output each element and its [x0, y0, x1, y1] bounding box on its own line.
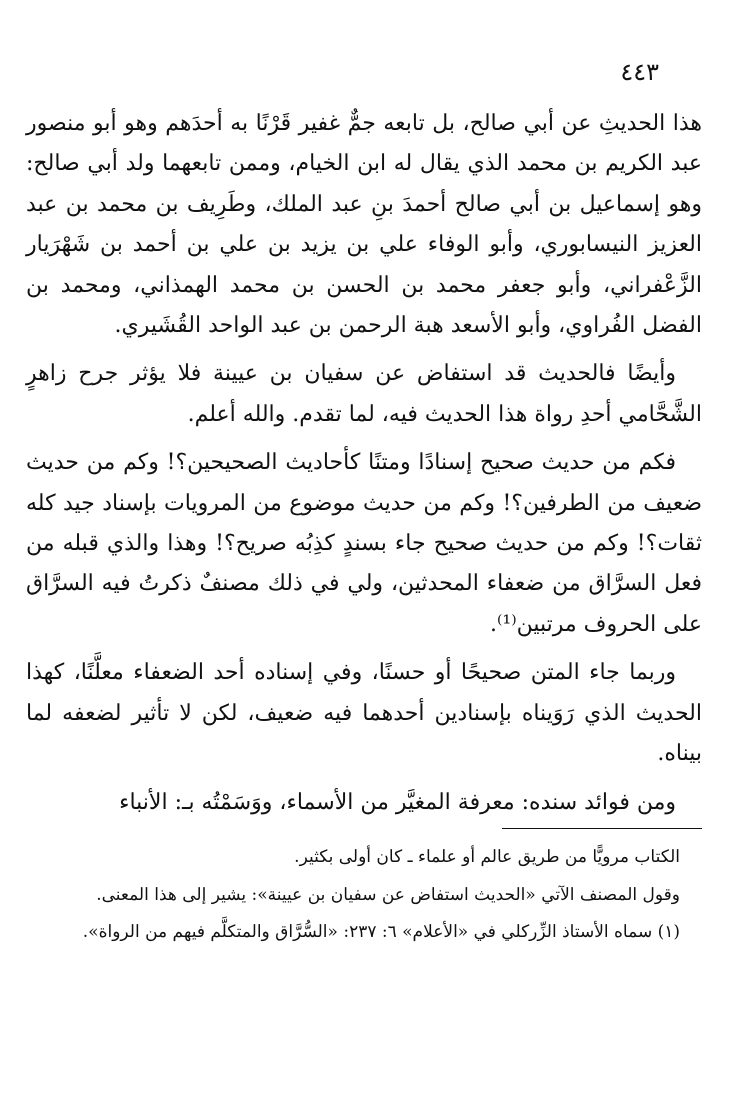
footnotes — [26, 842, 702, 955]
paragraph-2: وأيضًا فالحديث قد استفاض عن سفيان بن عيينة فلا يؤثر جرح زاهرٍ الشَّحَّامي أحدِ رواة هذا الحديث فيه، لما تقدم. والله أعلم. — [26, 361, 702, 427]
main-text — [26, 104, 702, 831]
paragraph-1: هذا الحديثِ عن أبي صالح، بل تابعه جمٌّ غفير قَرْنًا به أحدَهم وهو أبو منصور عبد الكريم بن محمد الذي يقال له ابن الخيام، وممن تابعهما ولد أبي صالح: وهو إسماعيل بن أبي صالح أحمدَ بنِ عبد الملك، وطَرِيف بن محمد بن عبد العزيز النيسابوري، وأبو الوفاء علي بن يزيد بن علي بن أحمد بن شَهْرَيار الزَّعْفراني، وأبو جعفر محمد بن الحسن بن محمد الهمذاني، ومحمد بن الفضل الفُراوي، وأبو الأسعد هبة الرحمن بن عبد الواحد القُشَيري. — [26, 111, 702, 339]
footnote-1: (١) سماه الأستاذ الزِّركلي في «الأعلام» ٦: ٢٣٧: «السُّرَّاق والمتكلَّم فيهم من الرواة». — [82, 922, 680, 942]
footnote-continuation-1: الكتاب مرويًّا من طريق عالم أو علماء ـ كان أولى بكثير. — [294, 847, 680, 867]
page-number: ٤٤٣ — [620, 58, 659, 86]
footnote-continuation-2: وقول المصنف الآتي «الحديث استفاض عن سفيان بن عيينة»: يشير إلى هذا المعنى. — [96, 884, 680, 905]
paragraph-3: فكم من حديث صحيح إسنادًا ومتنًا كأحاديث الصحيحين؟! وكم من حديث ضعيف من الطرفين؟! وكم من حديث موضوع من المرويات بإسناد جيد كله ثقات؟! وكم من حديث صحيح جاء بسندٍ كذِبُه صريح؟! وهذا والذي قبله من فعل السرَّاق من ضعفاء المحدثين، ولي في ذلك مصنفٌ ذكرتُ فيه السرَّاق على الحروف مرتبين⁽¹⁾. — [26, 450, 702, 637]
paragraph-4: وربما جاء المتن صحيحًا أو حسنًا، وفي إسناده أحد الضعفاء معلَّنًا، كهذا الحديث الذي رَوَيناه بإسنادين أحدهما فيه ضعيف، لكن لا تأثير لضعفه لما بيناه. — [26, 660, 702, 767]
footnote-divider — [502, 828, 702, 829]
paragraph-5: ومن فوائد سنده: معرفة المغيَّر من الأسماء، ووَسَمْتُه بـ: الأنباء — [119, 789, 676, 815]
